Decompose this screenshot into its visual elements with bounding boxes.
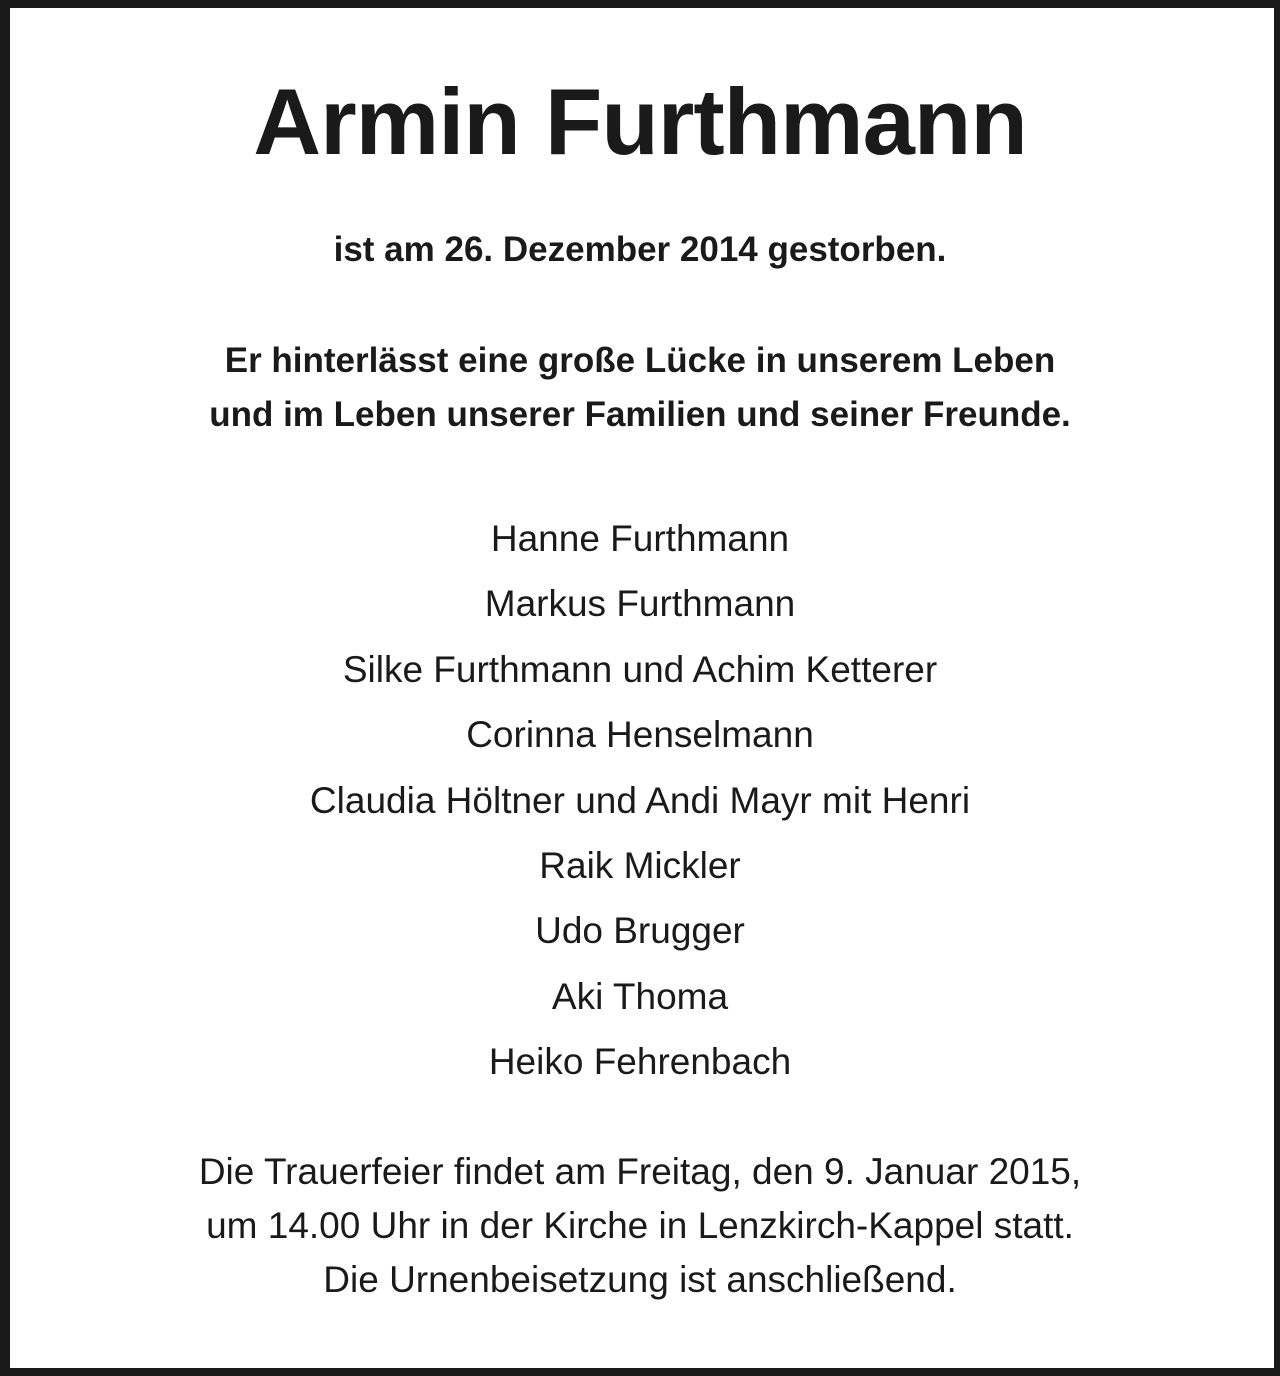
service-line: Die Urnenbeisetzung ist anschließend. (323, 1259, 957, 1300)
mourner-name: Heiko Fehrenbach (488, 1041, 792, 1083)
mourner-name: Udo Brugger (535, 910, 745, 952)
mourner-name: Corinna Henselmann (466, 714, 814, 756)
service-line: um 14.00 Uhr in der Kirche in Lenzkirch-Kappel statt. (206, 1205, 1074, 1246)
mourners-list (0, 506, 1280, 1095)
service-line: Die Trauerfeier findet am Freitag, den 9. Januar 2015, (198, 1151, 1082, 1192)
mourner-name: Hanne Furthmann (490, 518, 790, 559)
mourner-name: Claudia Höltner und Andi Mayr mit Henri (309, 779, 971, 821)
mourner-name: Raik Mickler (539, 845, 741, 887)
deceased-name: Armin Furthmann (253, 69, 1027, 174)
service-details (0, 1145, 1280, 1307)
death-date-line: ist am 26. Dezember 2014 gestorben. (333, 230, 947, 269)
mourner-name: Aki Thoma (551, 975, 729, 1017)
mourner-name: Silke Furthmann und Achim Ketterer (342, 648, 938, 690)
tribute-line: Er hinterlässt eine große Lücke in unserem Leben (224, 341, 1056, 380)
tribute-line: und im Leben unserer Familien und seiner Freunde. (209, 395, 1071, 434)
mourner-name: Markus Furthmann (484, 583, 796, 625)
tribute-message (0, 334, 1280, 442)
